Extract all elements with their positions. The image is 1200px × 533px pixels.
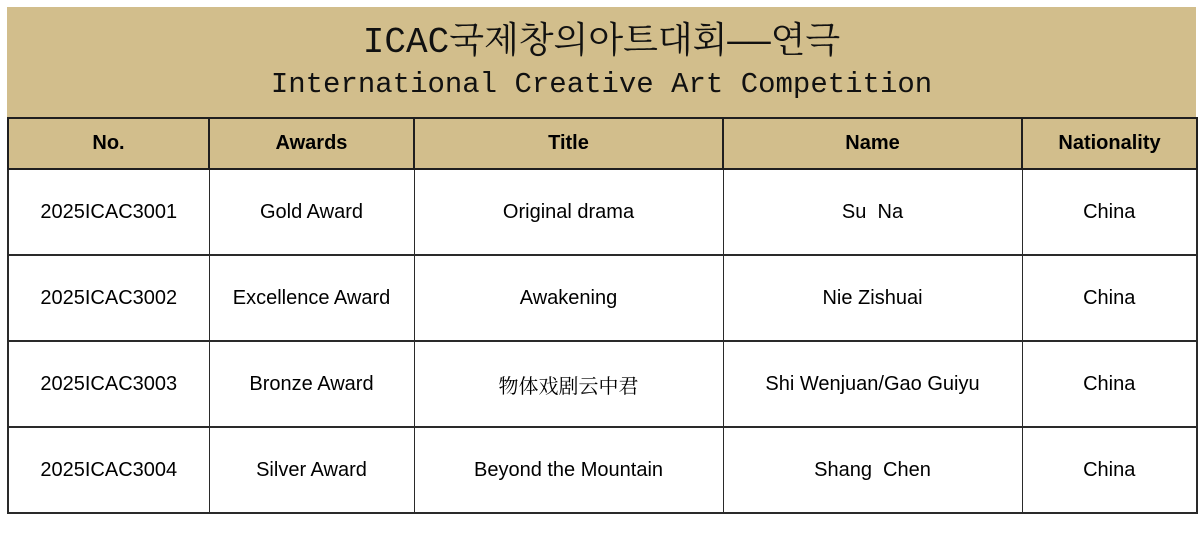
awards-table [7,117,1198,514]
competition-title-korean: ICAC국제창의아트대회——연극 [362,22,841,64]
header-cell-title: Title [414,118,723,169]
table-header-row [8,118,1197,169]
title-banner [7,7,1196,117]
cell-no: 2025ICAC3002 [8,255,209,341]
cell-nationality: China [1022,169,1197,255]
cell-name: Nie Zishuai [723,255,1022,341]
cell-nationality: China [1022,341,1197,427]
document-sheet [7,7,1196,514]
cell-title: 物体戏剧云中君 [414,341,723,427]
cell-award: Bronze Award [209,341,414,427]
competition-title-english: International Creative Art Competition [270,67,933,101]
cell-award: Silver Award [209,427,414,513]
header-cell-nationality: Nationality [1022,118,1197,169]
table-row [8,427,1197,513]
cell-no: 2025ICAC3001 [8,169,209,255]
cell-title: Awakening [414,255,723,341]
cell-name: Su Na [723,169,1022,255]
cell-no: 2025ICAC3003 [8,341,209,427]
header-cell-awards: Awards [209,118,414,169]
cell-nationality: China [1022,255,1197,341]
cell-title: Original drama [414,169,723,255]
table-row [8,169,1197,255]
cell-title: Beyond the Mountain [414,427,723,513]
table-row [8,255,1197,341]
cell-award: Excellence Award [209,255,414,341]
cell-name: Shang Chen [723,427,1022,513]
header-cell-no: No. [8,118,209,169]
header-cell-name: Name [723,118,1022,169]
cell-nationality: China [1022,427,1197,513]
cell-name: Shi Wenjuan/Gao Guiyu [723,341,1022,427]
table-row [8,341,1197,427]
cell-no: 2025ICAC3004 [8,427,209,513]
cell-award: Gold Award [209,169,414,255]
